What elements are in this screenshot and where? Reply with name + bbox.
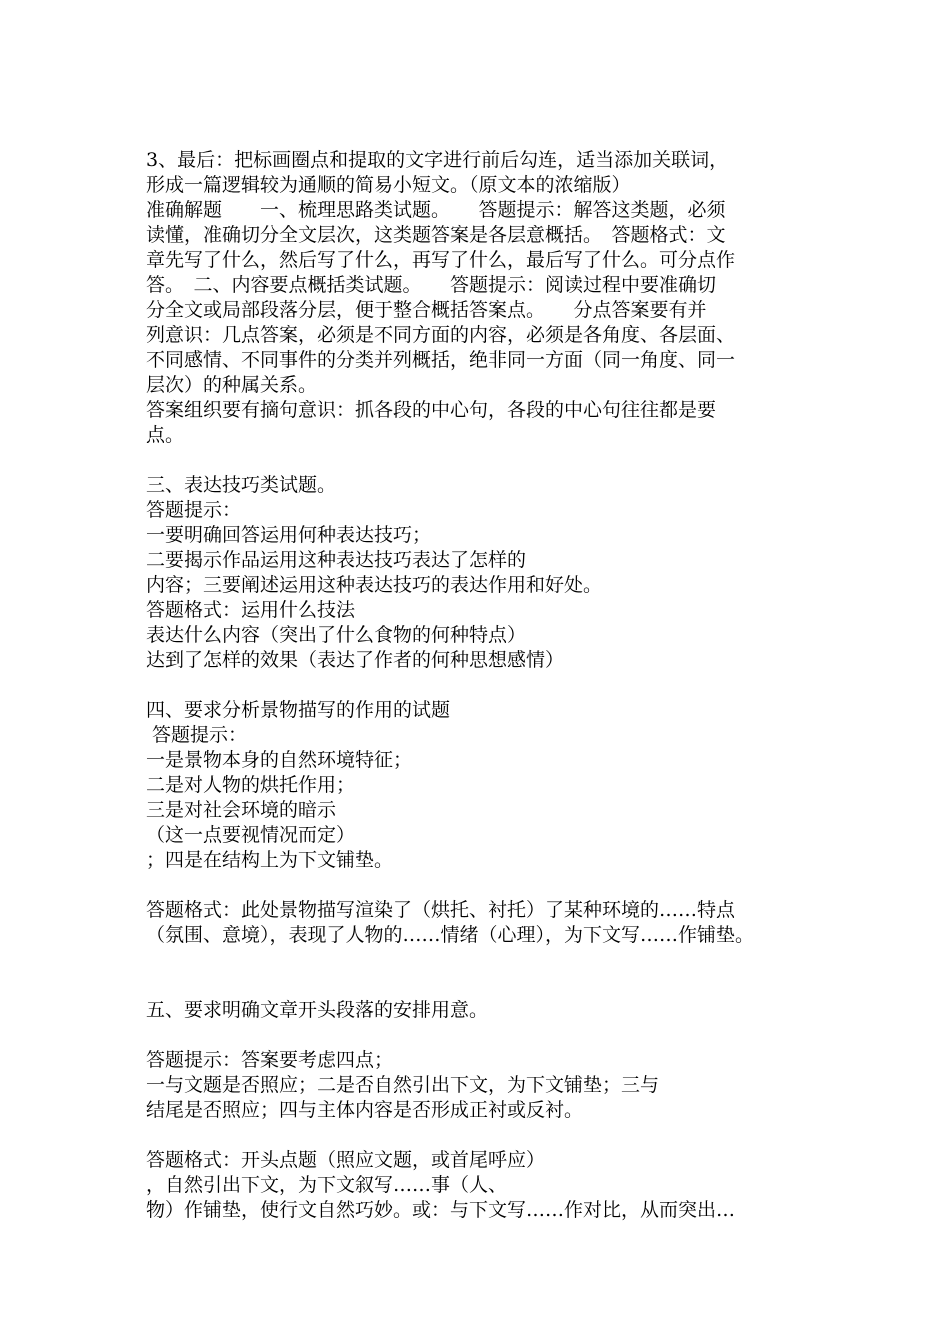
text-line: 答案组织要有摘句意识：抓各段的中心句，各段的中心句往往都是要	[146, 399, 717, 421]
text-line: 读懂，准确切分全文层次，这类题答案是各层意概括。 答题格式：文	[146, 224, 726, 246]
text-line: 二是对人物的烘托作用；	[146, 774, 356, 796]
text-line: 五、要求明确文章开头段落的安排用意。	[146, 999, 489, 1021]
text-line: 答。 二、内容要点概括类试题。 答题提示：阅读过程中要准确切	[146, 274, 717, 296]
text-line: 内容；三要阐述运用这种表达技巧的表达作用和好处。	[146, 574, 603, 596]
document-body	[146, 148, 826, 1223]
text-line: 答题提示：	[146, 724, 248, 746]
text-line: 一是景物本身的自然环境特征；	[146, 749, 413, 771]
blank-line	[146, 673, 826, 698]
text-line: 章先写了什么，然后写了什么，再写了什么，最后写了什么。可分点作	[146, 249, 736, 271]
text-line: 表达什么内容（突出了什么食物的何种特点）	[146, 624, 527, 646]
text-line: 物）作铺垫，使行文自然巧妙。或：与下文写……作对比，从而突出…	[146, 1199, 736, 1221]
text-line: 答题格式：开头点题（照应文题，或首尾呼应）	[146, 1149, 546, 1171]
text-line: 3、最后：把标画圈点和提取的文字进行前后勾连，适当添加关联词，	[146, 149, 729, 171]
text-line: （氛围、意境），表现了人物的……情绪（心理），为下文写……作铺垫。	[146, 924, 755, 946]
text-line: 分全文或局部段落分层，便于整合概括答案点。 分点答案要有并	[146, 299, 707, 321]
text-line: 结尾是否照应；四与主体内容是否形成正衬或反衬。	[146, 1099, 584, 1121]
blank-line	[146, 1123, 826, 1148]
text-line: 不同感情、不同事件的分类并列概括，绝非同一方面（同一角度、同一	[146, 349, 736, 371]
text-line: 答题提示：	[146, 499, 242, 521]
blank-line	[146, 448, 826, 473]
text-line: 答题格式：运用什么技法	[146, 599, 356, 621]
text-line: 列意识：几点答案，必须是不同方面的内容，必须是各角度、各层面、	[146, 324, 736, 346]
text-line: 点。	[146, 424, 185, 446]
blank-line	[146, 973, 826, 998]
text-line: 答题提示：答案要考虑四点；	[146, 1049, 394, 1071]
text-line: 达到了怎样的效果（表达了作者的何种思想感情）	[146, 649, 565, 671]
text-line: 答题格式：此处景物描写渲染了（烘托、衬托）了某种环境的……特点	[146, 899, 736, 921]
blank-line	[146, 1023, 826, 1048]
blank-line	[146, 948, 826, 973]
text-line: 三是对社会环境的暗示	[146, 799, 337, 821]
text-line: 一与文题是否照应；二是否自然引出下文，为下文铺垫；三与	[146, 1074, 660, 1096]
text-line: 二要揭示作品运用这种表达技巧表达了怎样的	[146, 549, 527, 571]
text-line: ，自然引出下文，为下文叙写……事（人、	[146, 1174, 508, 1196]
text-line: 三、表达技巧类试题。	[146, 474, 337, 496]
text-line: 一要明确回答运用何种表达技巧；	[146, 524, 432, 546]
text-line: ；四是在结构上为下文铺垫。	[146, 849, 394, 871]
text-line: 形成一篇逻辑较为通顺的简易小短文。（原文本的浓缩版）	[146, 174, 631, 196]
text-line: 层次）的种属关系。	[146, 374, 318, 396]
text-line: 准确解题 一、梳理思路类试题。 答题提示：解答这类题，必须	[146, 199, 726, 221]
blank-line	[146, 873, 826, 898]
text-line: 四、要求分析景物描写的作用的试题	[146, 699, 451, 721]
text-line: （这一点要视情况而定）	[146, 824, 356, 846]
